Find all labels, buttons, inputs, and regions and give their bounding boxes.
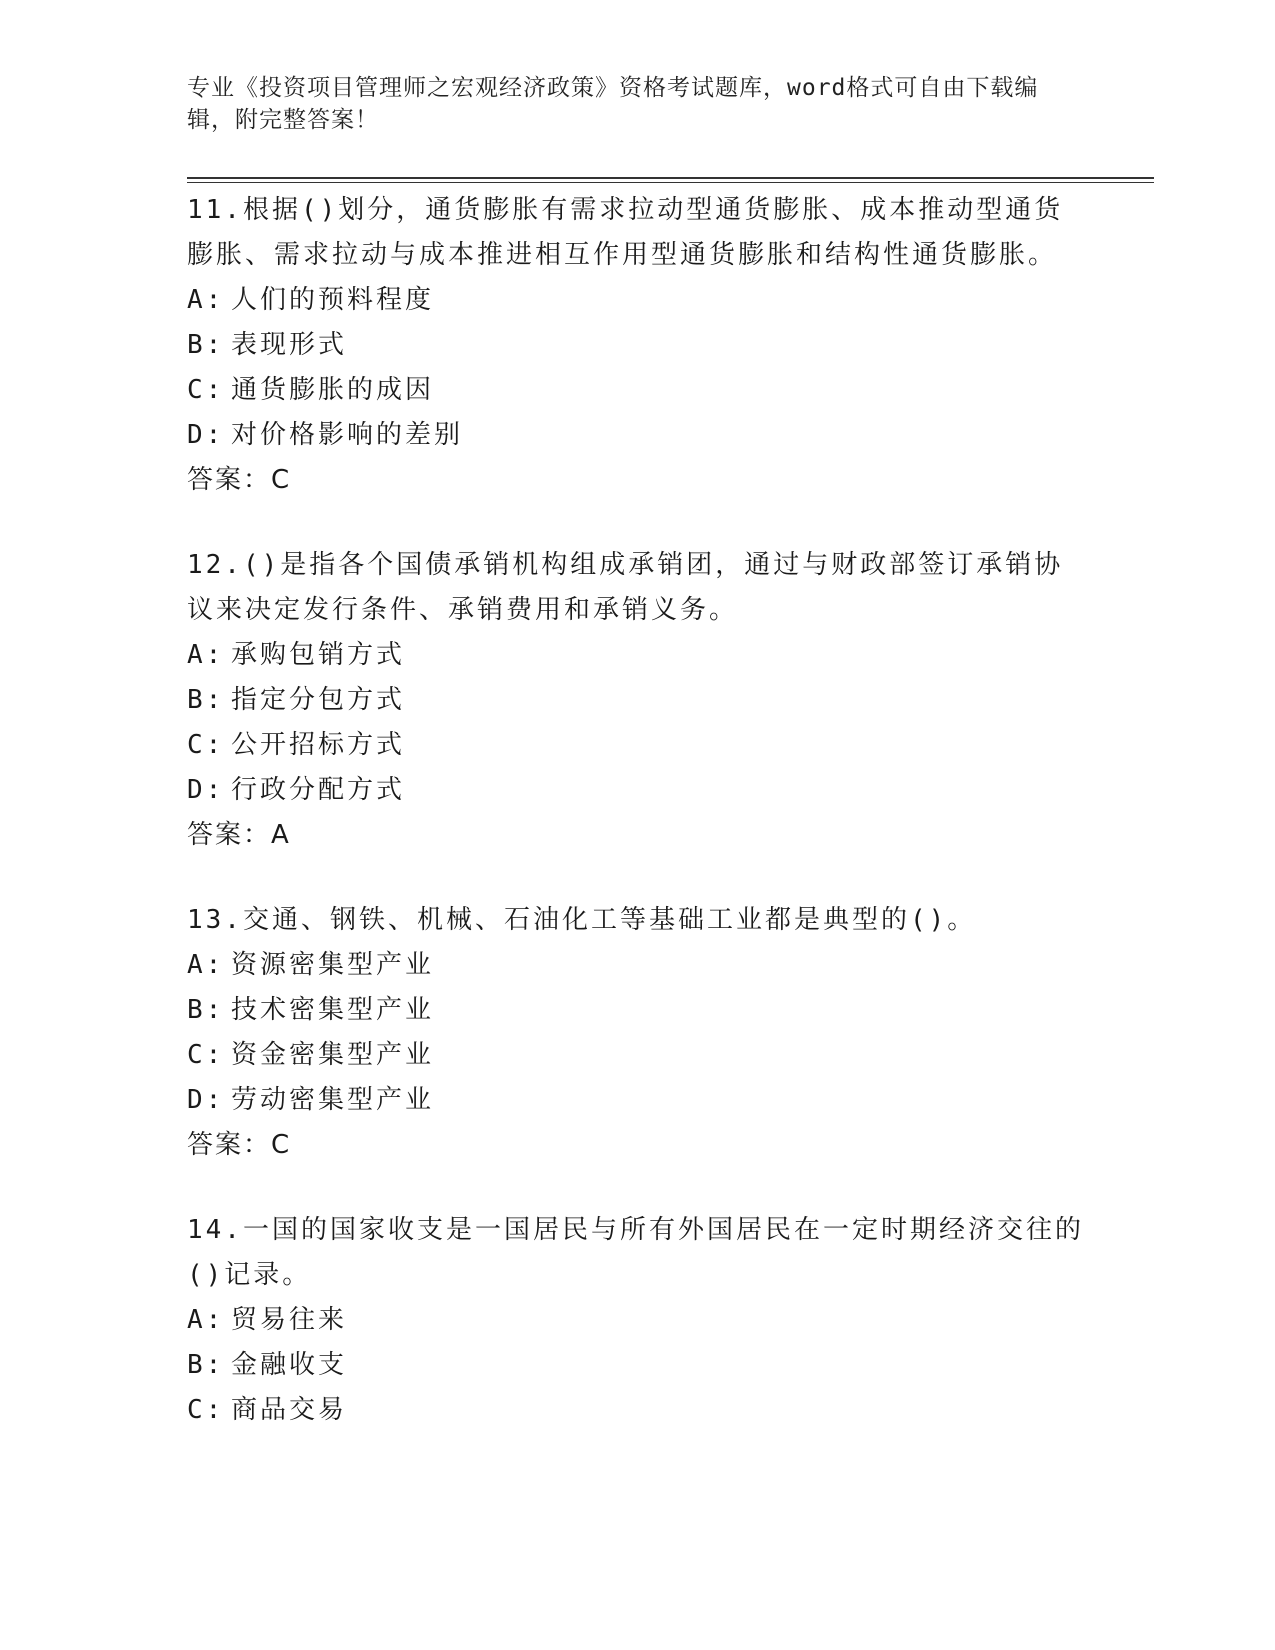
option-text: 人们的预料程度 [231,285,435,315]
option-letter: C: [187,1395,225,1425]
option-letter: A: [187,1305,225,1335]
answer-label: 答案：A [187,820,291,850]
question-14 [187,1208,1087,1433]
option-a [187,278,1087,323]
option-letter: B: [187,995,225,1025]
option-text: 资源密集型产业 [231,950,435,980]
header-divider-thin [187,182,1154,183]
option-c [187,723,1087,768]
option-text: 公开招标方式 [231,730,406,760]
option-letter: C: [187,730,225,760]
question-12 [187,543,1087,858]
question-11 [187,188,1087,503]
option-text: 表现形式 [231,330,348,360]
option-letter: B: [187,685,225,715]
option-text: 通货膨胀的成因 [231,375,435,405]
option-letter: D: [187,775,225,805]
option-letter: C: [187,375,225,405]
answer-label: 答案：C [187,465,292,495]
option-b [187,988,1087,1033]
question-text: 12.()是指各个国债承销机构组成承销团，通过与财政部签订承销协议来决定发行条件、承销费用和承销义务。 [187,550,1064,625]
option-a [187,1298,1087,1343]
option-text: 商品交易 [231,1395,348,1425]
option-text: 承购包销方式 [231,640,406,670]
option-text: 指定分包方式 [231,685,406,715]
question-list [187,188,1087,1473]
option-letter: A: [187,950,225,980]
option-c [187,1033,1087,1078]
question-13 [187,898,1087,1168]
question-text: 14.一国的国家收支是一国居民与所有外国居民在一定时期经济交往的()记录。 [187,1215,1084,1290]
option-d [187,413,1087,458]
option-c [187,1388,1087,1433]
option-b [187,1343,1087,1388]
document-header: 专业《投资项目管理师之宏观经济政策》资格考试题库，word格式可自由下载编辑，附完整答案！ [187,75,1039,133]
option-text: 技术密集型产业 [231,995,435,1025]
option-letter: D: [187,1085,225,1115]
option-letter: B: [187,330,225,360]
option-a [187,943,1087,988]
option-d [187,1078,1087,1123]
option-letter: A: [187,640,225,670]
option-a [187,633,1087,678]
option-c [187,368,1087,413]
option-b [187,678,1087,723]
option-letter: D: [187,420,225,450]
option-text: 资金密集型产业 [231,1040,435,1070]
header-divider-thick [187,177,1154,179]
option-text: 对价格影响的差别 [231,420,464,450]
question-text: 13.交通、钢铁、机械、石油化工等基础工业都是典型的()。 [187,905,977,935]
option-d [187,768,1087,813]
option-b [187,323,1087,368]
option-text: 劳动密集型产业 [231,1085,435,1115]
option-text: 行政分配方式 [231,775,406,805]
option-letter: C: [187,1040,225,1070]
option-letter: B: [187,1350,225,1380]
answer-label: 答案：C [187,1130,292,1160]
option-text: 金融收支 [231,1350,348,1380]
option-text: 贸易往来 [231,1305,348,1335]
option-letter: A: [187,285,225,315]
question-text: 11.根据()划分，通货膨胀有需求拉动型通货膨胀、成本推动型通货膨胀、需求拉动与成本推进相互作用型通货膨胀和结构性通货膨胀。 [187,195,1064,270]
